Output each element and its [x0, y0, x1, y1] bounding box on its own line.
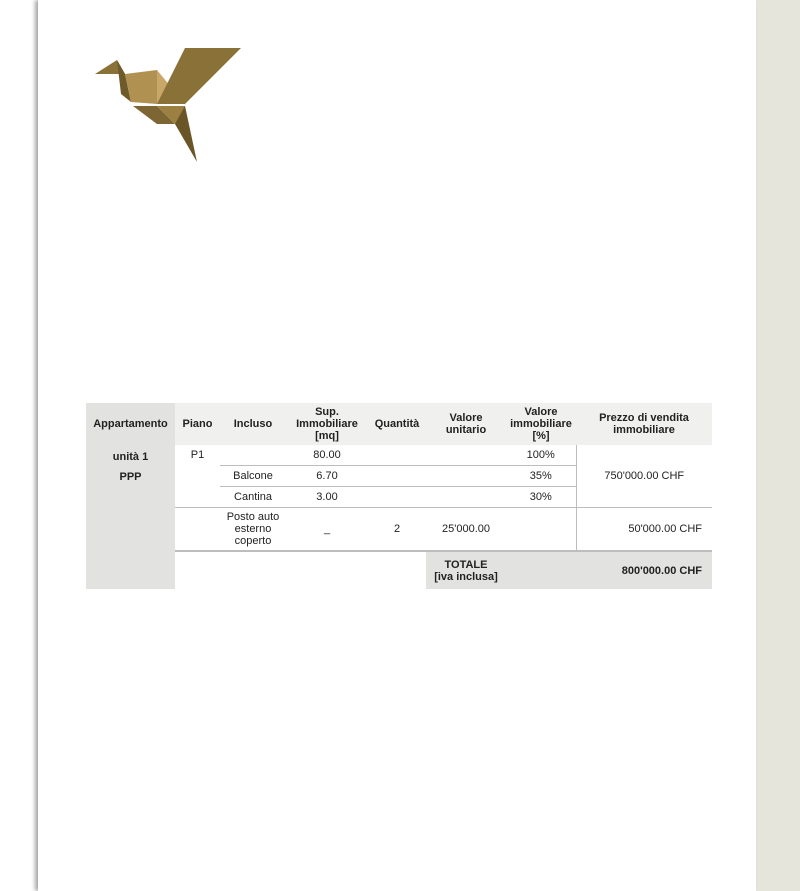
- cell-piano: P1: [190, 449, 205, 462]
- cell-quantita: [368, 487, 426, 508]
- cell-valore-unitario: [426, 487, 506, 508]
- cell-valore-pct: 100%: [526, 449, 555, 461]
- cell-quantita: 2: [368, 508, 426, 552]
- cell-sup: 80.00: [313, 449, 341, 461]
- header-quantita: Quantità: [368, 403, 426, 445]
- unit-type: PPP: [119, 471, 142, 483]
- cell-valore-pct: 30%: [506, 487, 576, 508]
- header-sup: Sup. Immobiliare [mq]: [286, 403, 368, 445]
- cell-piano: [175, 487, 220, 508]
- cell-piano: [175, 508, 220, 552]
- total-value: 800'000.00 CHF: [576, 551, 712, 589]
- cell-quantita: [368, 445, 426, 466]
- cell-apartment-price: 750'000.00 CHF: [576, 445, 712, 508]
- cell-valore-unitario: 25'000.00: [426, 508, 506, 552]
- unit-name: unità 1: [112, 451, 149, 463]
- left-margin-strip: [0, 0, 38, 891]
- cell-piano: [175, 466, 220, 487]
- table-header-row: [86, 403, 712, 445]
- total-row: [86, 551, 712, 589]
- cell-valore-pct: [506, 508, 576, 552]
- cell-incluso: Balcone: [220, 466, 286, 487]
- total-label: TOTALE [iva inclusa]: [426, 551, 506, 589]
- cell-sup: 3.00: [286, 487, 368, 508]
- cell-valore-unitario: [426, 466, 506, 487]
- cell-incluso-parking: Posto auto esterno coperto: [220, 508, 286, 552]
- table-row: [86, 445, 712, 466]
- unit-cell: [86, 445, 175, 589]
- cell-sup: 6.70: [286, 466, 368, 487]
- price-table: [86, 403, 712, 589]
- cell-incluso: Cantina: [220, 487, 286, 508]
- header-valore-unitario: Valore unitario: [426, 403, 506, 445]
- cell-valore-unitario: [426, 445, 506, 466]
- header-piano: Piano: [175, 403, 220, 445]
- cell-valore-pct: 35%: [506, 466, 576, 487]
- origami-bird-logo-icon: [95, 46, 243, 164]
- cell-sup: _: [286, 508, 368, 552]
- header-appartamento: Appartamento: [86, 403, 175, 445]
- cell-quantita: [368, 466, 426, 487]
- parking-row: [86, 508, 712, 552]
- header-incluso: Incluso: [220, 403, 286, 445]
- header-prezzo: Prezzo di vendita immobiliare: [576, 403, 712, 445]
- cell-parking-price: 50'000.00 CHF: [576, 508, 712, 552]
- cell-incluso: [220, 445, 286, 466]
- header-valore-immobiliare: Valore immobiliare [%]: [506, 403, 576, 445]
